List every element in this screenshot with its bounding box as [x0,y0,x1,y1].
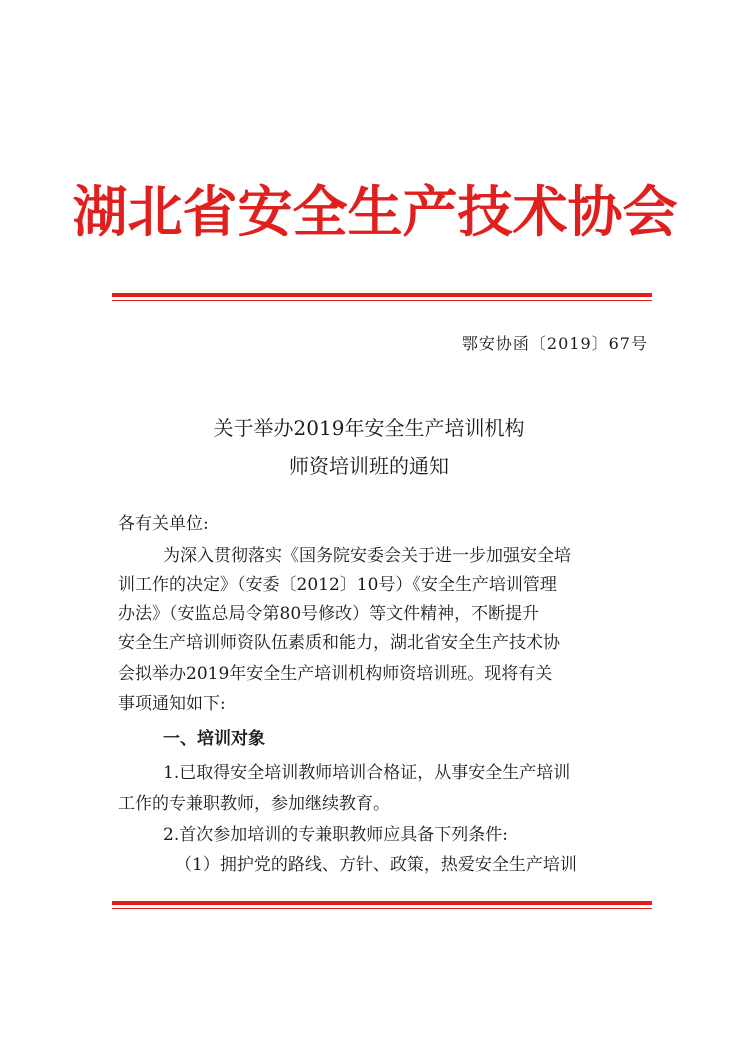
body-paragraph-line: 事项通知如下: [118,694,226,714]
letterhead-rule-thin [112,300,652,301]
document-title-line2: 师资培训班的通知 [289,454,449,478]
body-paragraph-line: 安全生产培训师资队伍素质和能力，湖北省安全生产技术协 [118,633,560,653]
section-line: 1.已取得安全培训教师培训合格证，从事安全生产培训 [163,763,571,783]
section-line: 2.首次参加培训的专兼职教师应具备下列条件: [163,825,508,845]
document-title-line1: 关于举办2019年安全生产培训机构 [213,416,525,440]
body-paragraph-line: 训工作的决定》（安委〔2012〕10号）《安全生产培训管理 [118,575,557,595]
body-paragraph-line: 为深入贯彻落实《国务院安委会关于进一步加强安全培 [163,546,571,566]
letterhead-organization: 湖北省安全生产技术协会 [72,180,678,244]
footer-rule-thick [112,901,652,905]
letterhead-rule-thick [112,293,652,297]
body-paragraph-line: 会拟举办2019年安全生产培训机构师资培训班。现将有关 [118,664,553,684]
footer-rule-thin [112,908,652,909]
section-line: （1）拥护党的路线、方针、政策，热爱安全生产培训 [175,855,577,875]
section-line: 工作的专兼职教师，参加继续教育。 [118,794,390,814]
section-heading: 一、培训对象 [163,729,265,749]
document-number: 鄂安协函〔2019〕67号 [461,334,648,353]
body-paragraph-line: 办法》（安监总局令第80号修改）等文件精神，不断提升 [118,604,540,624]
salutation: 各有关单位: [118,514,209,534]
